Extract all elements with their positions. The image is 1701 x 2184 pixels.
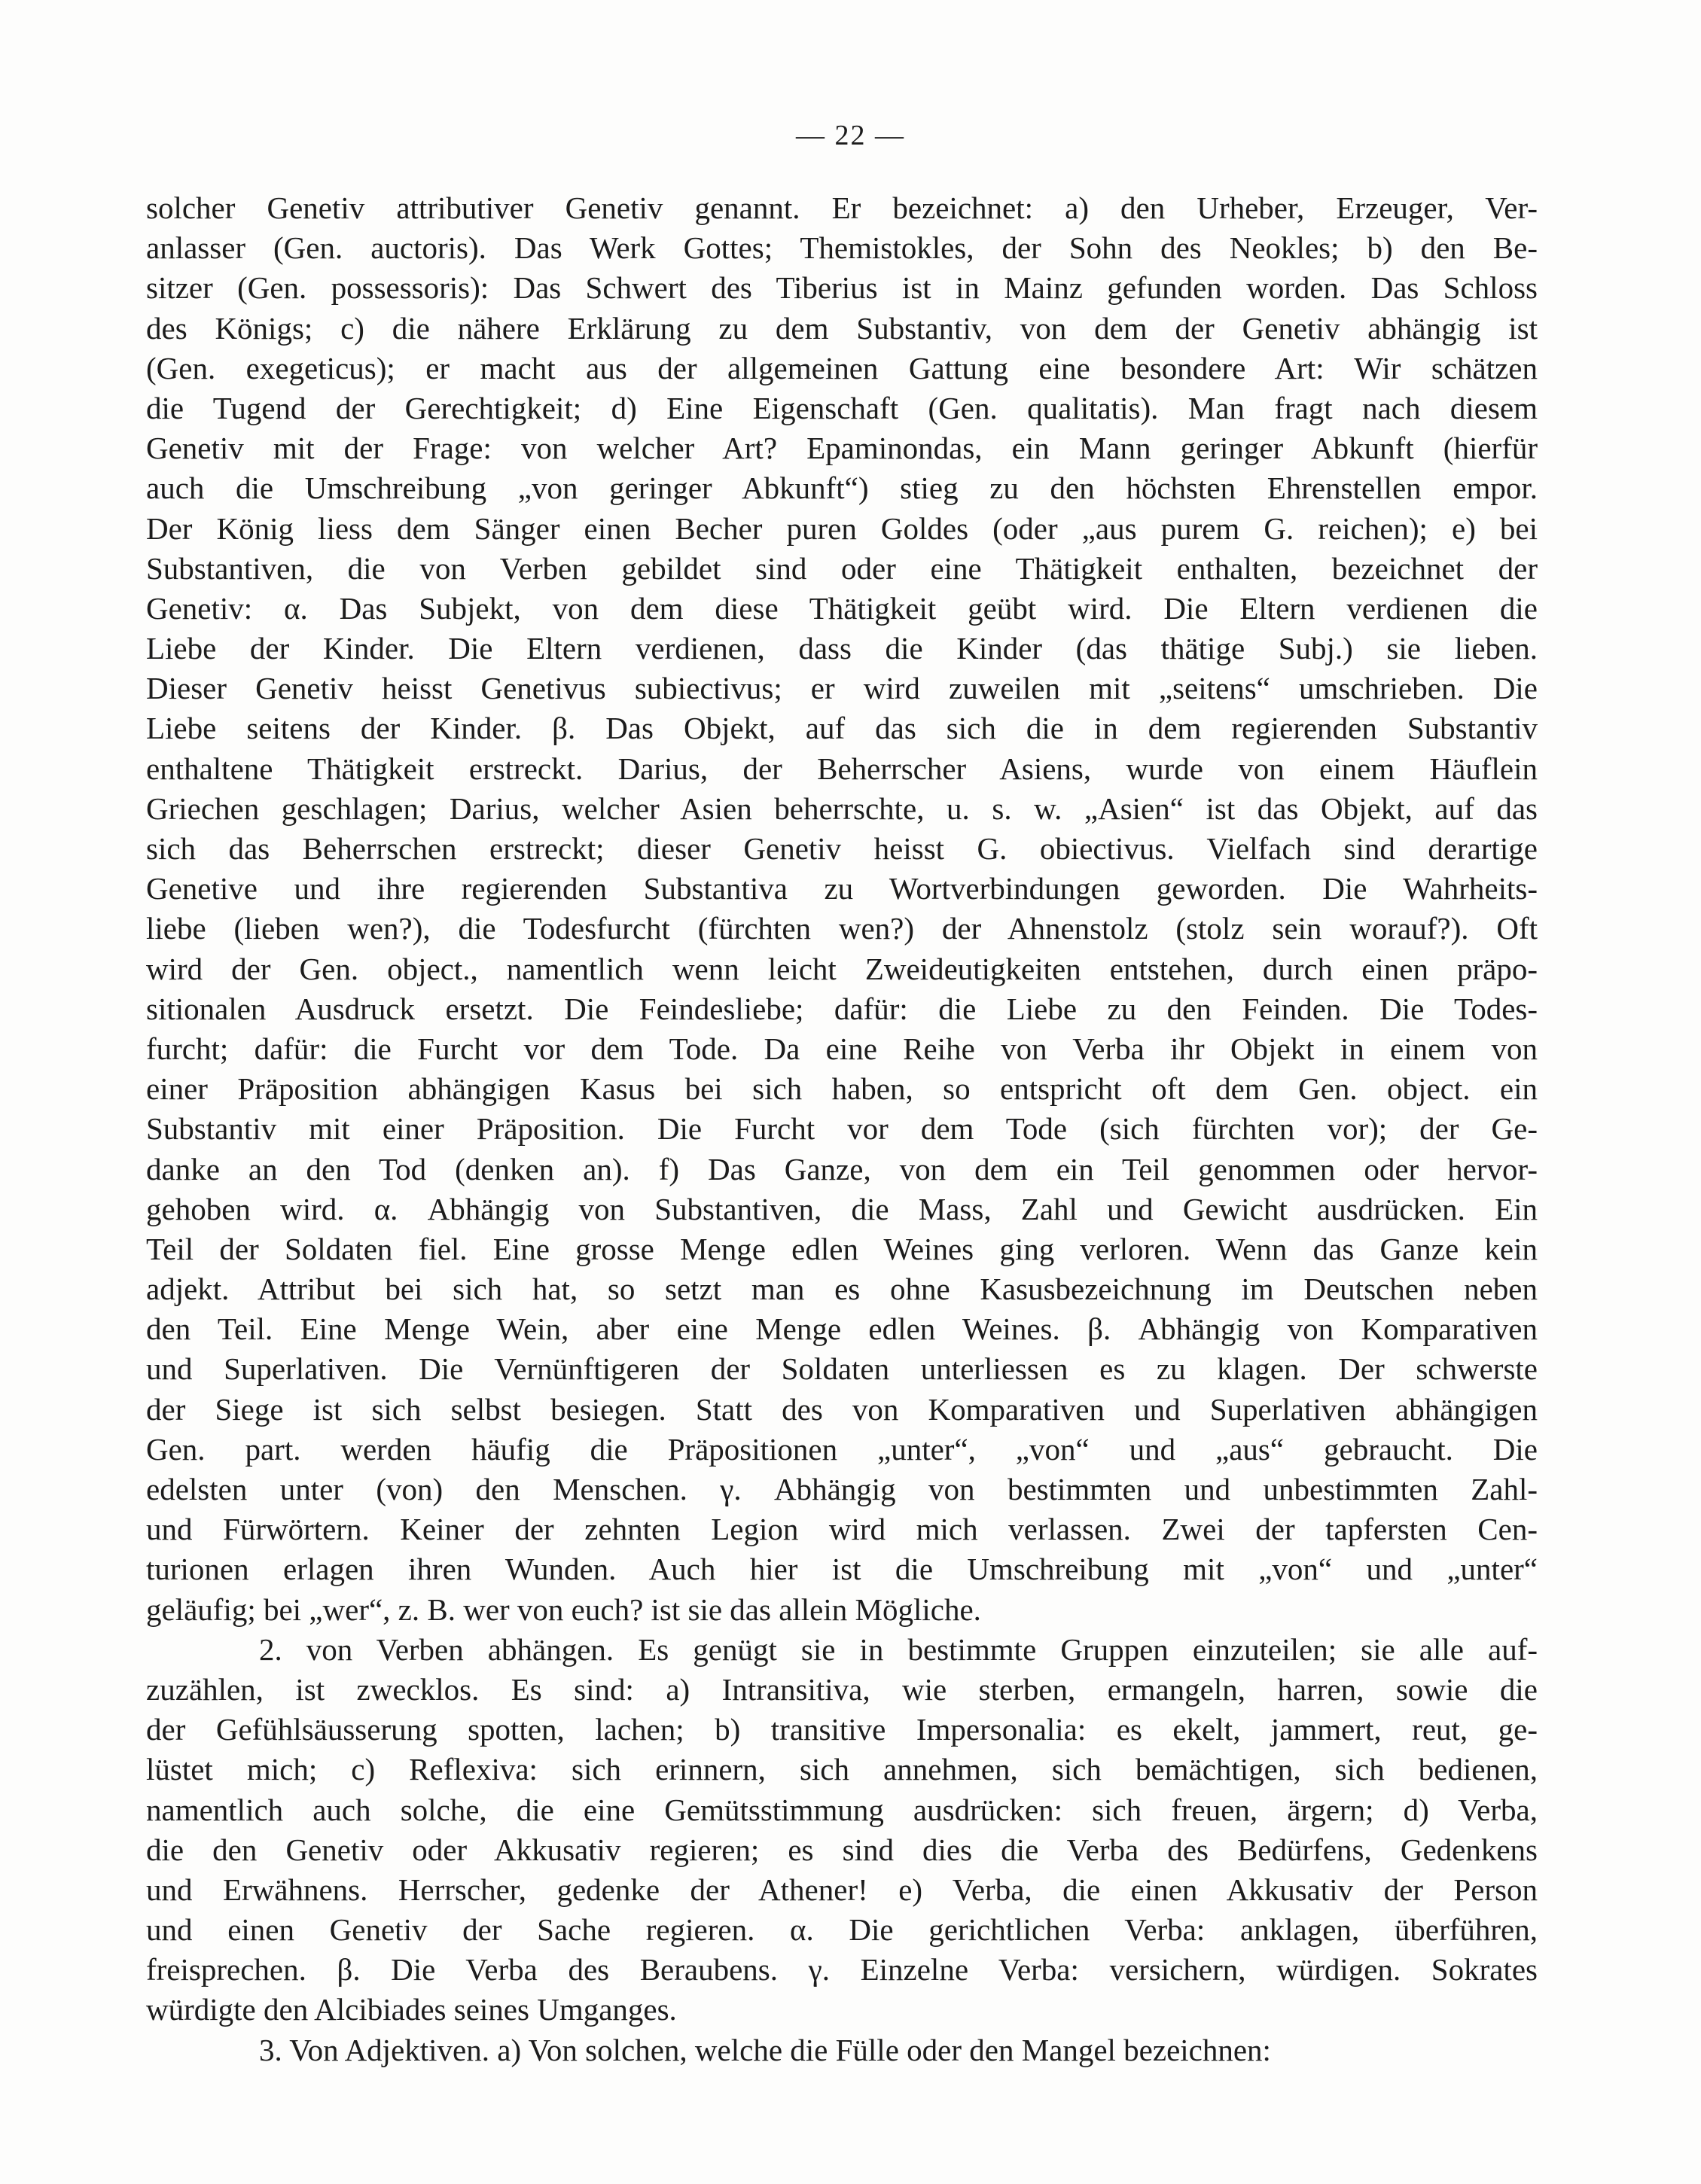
text-line: einer Präposition abhängigen Kasus bei sich haben, so entspricht oft dem Gen. object. ein [146,1071,1538,1107]
text-line: namentlich auch solche, die eine Gemütsstimmung ausdrücken: sich freuen, ärgern; d) Verba, [146,1792,1538,1827]
text-line: sitionalen Ausdruck ersetzt. Die Feindesliebe; dafür: die Liebe zu den Feinden. Die Todes- [146,991,1538,1026]
text-line: Genetive und ihre regierenden Substantiva zu Wortverbindungen geworden. Die Wahrheits- [146,871,1538,906]
text-line: Substantiven, die von Verben gebildet sind oder eine Thätigkeit enthalten, bezeichnet der [146,550,1538,586]
text-line: und Erwähnens. Herrscher, gedenke der Athener! e) Verba, die einen Akkusativ der Person [146,1872,1538,1907]
text-line: 2. von Verben abhängen. Es genügt sie in bestimmte Gruppen einzuteilen; sie alle auf- [259,1631,1538,1667]
text-line: die den Genetiv oder Akkusativ regieren; es sind dies die Verba des Bedürfens, Gedenkens [146,1832,1538,1867]
text-line: sich das Beherrschen erstreckt; dieser Genetiv heisst G. obiectivus. Vielfach sind derartige [146,831,1538,866]
text-line: die Tugend der Gerechtigkeit; d) Eine Eigenschaft (Gen. qualitatis). Man fragt nach diesem [146,390,1538,425]
text-line: (Gen. exegeticus); er macht aus der allgemeinen Gattung eine besondere Art: Wir schätzen [146,350,1538,385]
text-line: Liebe seitens der Kinder. β. Das Objekt, auf das sich die in dem regierenden Substantiv [146,711,1538,746]
body-text [146,188,1538,2070]
text-line: solcher Genetiv attributiver Genetiv genannt. Er bezeichnet: a) den Urheber, Erzeuger, Ver- [146,190,1538,225]
text-line: furcht; dafür: die Furcht vor dem Tode. Da eine Reihe von Verba ihr Objekt in einem von [146,1031,1538,1066]
text-line: geläufig; bei „wer“, z. B. wer von euch? ist sie das allein Mögliche. [146,1592,981,1627]
text-line: edelsten unter (von) den Menschen. γ. Abhängig von bestimmten und unbestimmten Zahl- [146,1472,1538,1506]
text-line: den Teil. Eine Menge Wein, aber eine Menge edlen Weines. β. Abhängig von Komparativen [146,1311,1538,1347]
text-line: des Königs; c) die nähere Erklärung zu dem Substantiv, von dem der Genetiv abhängig ist [146,310,1538,346]
text-line: auch die Umschreibung „von geringer Abkunft“) stieg zu den höchsten Ehrenstellen empor. [146,471,1538,506]
text-line: und einen Genetiv der Sache regieren. α. Die gerichtlichen Verba: anklagen, überführen, [146,1912,1538,1948]
text-line: Dieser Genetiv heisst Genetivus subiectivus; er wird zuweilen mit „seitens“ umschrieben. Die [146,671,1538,706]
text-line: lüstet mich; c) Reflexiva: sich erinnern, sich annehmen, sich bemächtigen, sich bedienen, [146,1752,1538,1787]
text-line: Teil der Soldaten fiel. Eine grosse Menge edlen Weines ging verloren. Wenn das Ganze kein [146,1231,1538,1266]
text-line: wird der Gen. object., namentlich wenn leicht Zweideutigkeiten entstehen, durch einen präpo- [146,951,1538,986]
text-line: würdigte den Alcibiades seines Umganges. [146,1992,677,2027]
text-line: Gen. part. werden häufig die Präpositionen „unter“, „von“ und „aus“ gebraucht. Die [146,1431,1538,1467]
text-line: Substantiv mit einer Präposition. Die Furcht vor dem Tode (sich fürchten vor); der Ge- [146,1111,1538,1147]
text-line: Genetiv mit der Frage: von welcher Art? Epaminondas, ein Mann geringer Abkunft (hierfür [146,431,1538,466]
text-line: liebe (lieben wen?), die Todesfurcht (fürchten wen?) der Ahnenstolz (stolz sein worauf?). Oft [146,911,1538,946]
text-line: Genetiv: α. Das Subjekt, von dem diese Thätigkeit geübt wird. Die Eltern verdienen die [146,590,1538,626]
text-line: anlasser (Gen. auctoris). Das Werk Gottes; Themistokles, der Sohn des Neokles; b) den Be- [146,230,1538,266]
text-line: sitzer (Gen. possessoris): Das Schwert des Tiberius ist in Mainz gefunden worden. Das Schloss [146,270,1538,306]
text-line: und Fürwörtern. Keiner der zehnten Legion wird mich verlassen. Zwei der tapfersten Cen- [146,1512,1538,1547]
text-line: gehoben wird. α. Abhängig von Substantiven, die Mass, Zahl und Gewicht ausdrücken. Ein [146,1191,1538,1226]
text-line: danke an den Tod (denken an). f) Das Ganze, von dem ein Teil genommen oder hervor- [146,1151,1538,1186]
text-line: Der König liess dem Sänger einen Becher puren Goldes (oder „aus purem G. reichen); e) bei [146,510,1538,546]
page-number: — 22 — [796,120,905,151]
text-line: der Gefühlsäusserung spotten, lachen; b) transitive Impersonalia: es ekelt, jammert, reut, ge- [146,1712,1538,1747]
text-line: Griechen geschlagen; Darius, welcher Asien beherrschte, u. s. w. „Asien“ ist das Objekt, auf das [146,790,1538,826]
text-line: freisprechen. β. Die Verba des Beraubens. γ. Einzelne Verba: versichern, würdigen. Sokrates [146,1952,1538,1988]
text-line: zuzählen, ist zwecklos. Es sind: a) Intransitiva, wie sterben, ermangeln, harren, sowie die [146,1671,1538,1707]
text-line: Liebe der Kinder. Die Eltern verdienen, dass die Kinder (das thätige Subj.) sie lieben. [146,631,1538,666]
text-line: enthaltene Thätigkeit erstreckt. Darius, der Beherrscher Asiens, wurde von einem Häuflein [146,751,1538,786]
text-line: 3. Von Adjektiven. a) Von solchen, welche die Fülle oder den Mangel bezeichnen: [259,2032,1271,2067]
text-line: turionen erlagen ihren Wunden. Auch hier ist die Umschreibung mit „von“ und „unter“ [146,1552,1538,1587]
text-line: und Superlativen. Die Vernünftigeren der Soldaten unterliessen es zu klagen. Der schwerste [146,1351,1538,1387]
text-line: der Siege ist sich selbst besiegen. Statt des von Komparativen und Superlativen abhängigen [146,1391,1538,1427]
text-line: adjekt. Attribut bei sich hat, so setzt man es ohne Kasusbezeichnung im Deutschen neben [146,1272,1538,1307]
